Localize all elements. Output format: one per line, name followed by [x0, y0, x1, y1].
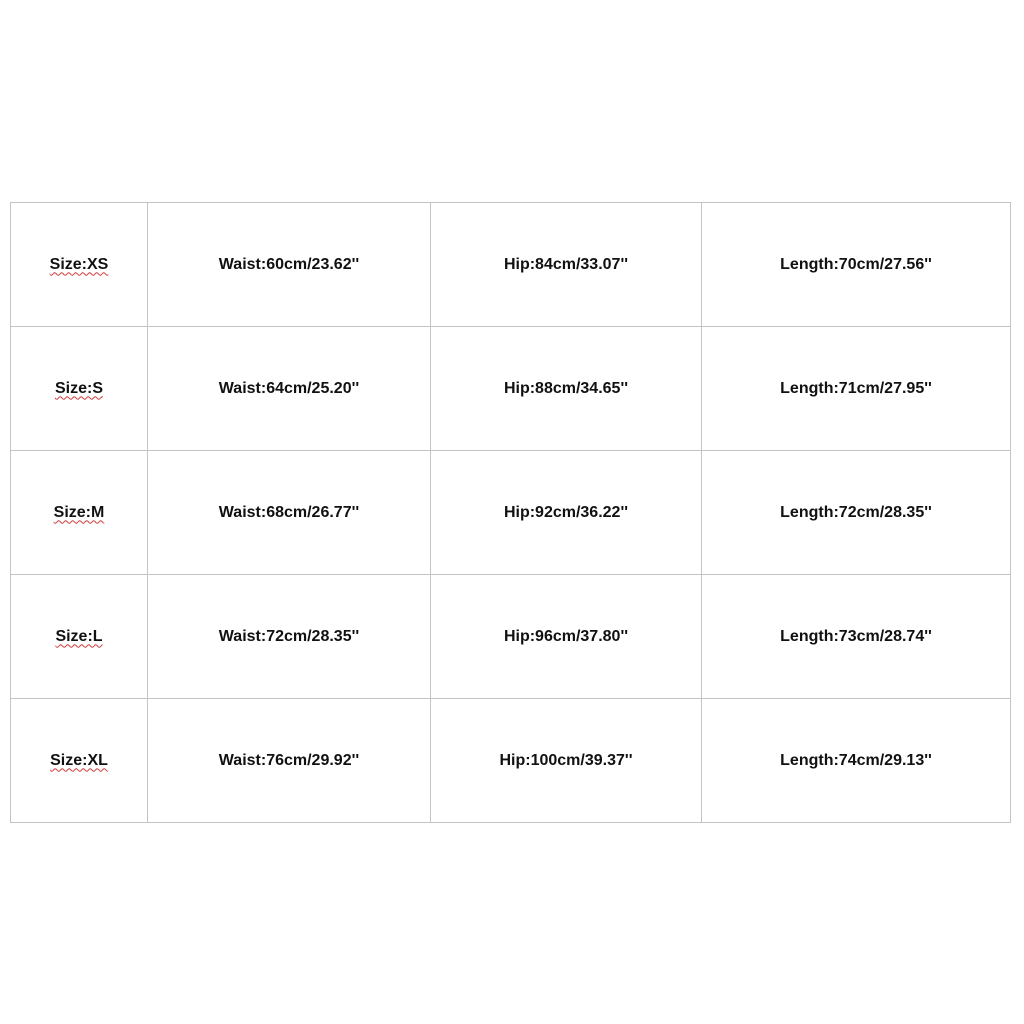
table-row	[11, 575, 1011, 699]
hip-cell: Hip:100cm/39.37''	[431, 699, 702, 823]
size-label: Size:L	[55, 627, 103, 645]
size-label: Size:XL	[50, 751, 108, 769]
length-cell: Length:74cm/29.13''	[702, 699, 1011, 823]
size-cell	[11, 327, 148, 451]
waist-cell: Waist:60cm/23.62''	[148, 203, 431, 327]
waist-cell: Waist:68cm/26.77''	[148, 451, 431, 575]
size-cell	[11, 699, 148, 823]
size-cell	[11, 451, 148, 575]
size-label: Size:XS	[49, 255, 109, 273]
waist-cell: Waist:76cm/29.92''	[148, 699, 431, 823]
table-row	[11, 699, 1011, 823]
size-chart-table	[10, 202, 1011, 823]
length-cell: Length:72cm/28.35''	[702, 451, 1011, 575]
length-cell: Length:73cm/28.74''	[702, 575, 1011, 699]
table-row	[11, 203, 1011, 327]
length-cell: Length:70cm/27.56''	[702, 203, 1011, 327]
hip-cell: Hip:92cm/36.22''	[431, 451, 702, 575]
hip-cell: Hip:84cm/33.07''	[431, 203, 702, 327]
table-row	[11, 327, 1011, 451]
hip-cell: Hip:88cm/34.65''	[431, 327, 702, 451]
table-row	[11, 451, 1011, 575]
size-label: Size:M	[53, 503, 105, 521]
size-cell	[11, 203, 148, 327]
waist-cell: Waist:64cm/25.20''	[148, 327, 431, 451]
size-cell	[11, 575, 148, 699]
hip-cell: Hip:96cm/37.80''	[431, 575, 702, 699]
length-cell: Length:71cm/27.95''	[702, 327, 1011, 451]
size-label: Size:S	[54, 379, 103, 397]
waist-cell: Waist:72cm/28.35''	[148, 575, 431, 699]
